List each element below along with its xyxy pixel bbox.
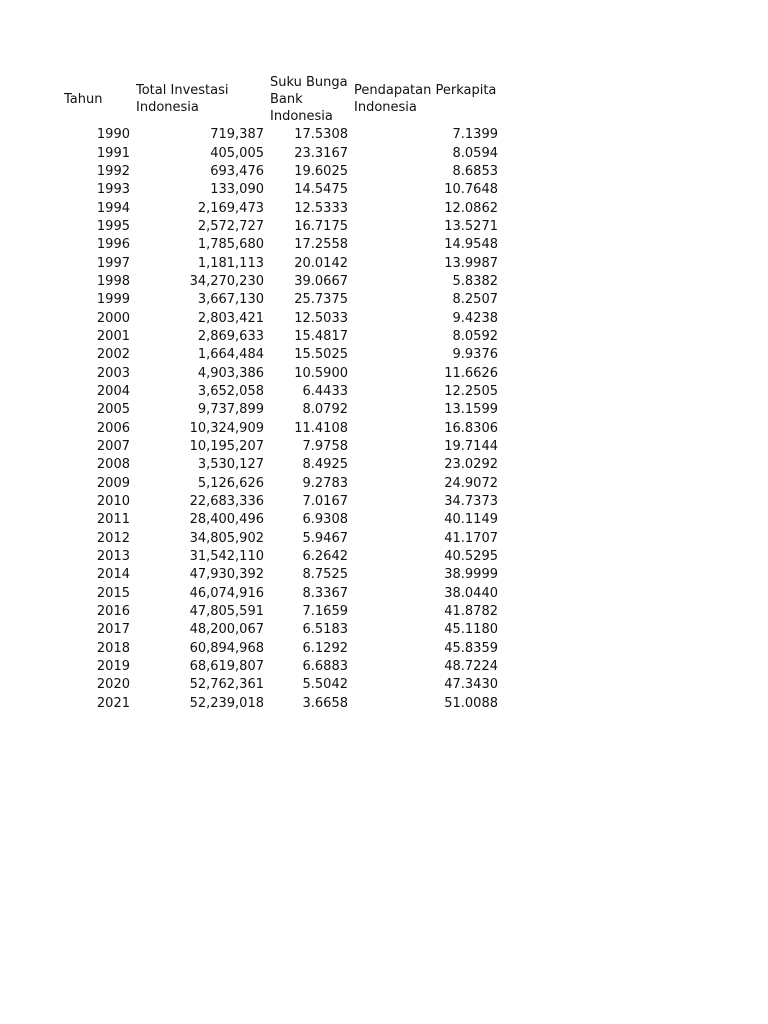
header-interest-rate: Suku Bunga Bank Indonesia — [270, 74, 348, 124]
cell-income: 40.1149 — [444, 512, 498, 528]
table-row — [60, 695, 500, 713]
cell-interest-rate: 8.4925 — [302, 457, 348, 473]
table-row — [60, 640, 500, 658]
data-table — [60, 72, 500, 713]
cell-interest-rate: 20.0142 — [294, 255, 348, 271]
cell-investment: 68,619,807 — [189, 659, 264, 675]
cell-investment: 60,894,968 — [189, 640, 264, 656]
cell-investment: 48,200,067 — [189, 622, 264, 638]
cell-income: 45.8359 — [444, 640, 498, 656]
cell-income: 8.6853 — [452, 163, 498, 179]
cell-investment: 3,652,058 — [197, 383, 264, 399]
cell-investment: 3,530,127 — [197, 457, 264, 473]
cell-year: 1992 — [96, 163, 130, 179]
header-investment: Total Investasi Indonesia — [136, 83, 229, 115]
cell-year: 2008 — [96, 457, 130, 473]
cell-income: 48.7224 — [444, 659, 498, 675]
table-body — [60, 126, 500, 713]
table-row — [60, 346, 500, 364]
cell-income: 8.0592 — [452, 328, 498, 344]
table-row — [60, 603, 500, 621]
cell-interest-rate: 5.9467 — [302, 530, 348, 546]
table-row — [60, 199, 500, 217]
cell-year: 2001 — [96, 328, 130, 344]
cell-year: 1997 — [96, 255, 130, 271]
cell-income: 45.1180 — [444, 622, 498, 638]
cell-income: 10.7648 — [444, 182, 498, 198]
cell-interest-rate: 10.5900 — [294, 365, 348, 381]
cell-investment: 9,737,899 — [197, 402, 264, 418]
cell-income: 12.2505 — [444, 383, 498, 399]
cell-interest-rate: 8.7525 — [302, 567, 348, 583]
cell-year: 2011 — [96, 512, 130, 528]
table-row — [60, 273, 500, 291]
table-row — [60, 420, 500, 438]
header-year: Tahun — [64, 91, 103, 107]
table-row — [60, 438, 500, 456]
cell-investment: 31,542,110 — [189, 549, 264, 565]
cell-investment: 5,126,626 — [197, 475, 264, 491]
cell-year: 1990 — [96, 127, 130, 143]
cell-income: 38.0440 — [444, 585, 498, 601]
cell-income: 9.9376 — [452, 347, 498, 363]
table-row — [60, 309, 500, 327]
cell-investment: 34,805,902 — [189, 530, 264, 546]
cell-income: 16.8306 — [444, 420, 498, 436]
cell-year: 2003 — [96, 365, 130, 381]
cell-income: 41.1707 — [444, 530, 498, 546]
cell-year: 1995 — [96, 218, 130, 234]
cell-investment: 4,903,386 — [197, 365, 264, 381]
cell-investment: 405,005 — [210, 145, 264, 161]
cell-income: 5.8382 — [452, 273, 498, 289]
cell-interest-rate: 16.7175 — [294, 218, 348, 234]
cell-income: 40.5295 — [444, 549, 498, 565]
cell-year: 2006 — [96, 420, 130, 436]
cell-income: 9.4238 — [452, 310, 498, 326]
cell-investment: 1,785,680 — [197, 237, 264, 253]
cell-income: 11.6626 — [444, 365, 498, 381]
cell-year: 2016 — [96, 604, 130, 620]
cell-interest-rate: 17.2558 — [294, 237, 348, 253]
cell-year: 2019 — [96, 659, 130, 675]
cell-interest-rate: 6.1292 — [302, 640, 348, 656]
header-income: Pendapatan Perkapita Indonesia — [354, 83, 497, 115]
table-row — [60, 218, 500, 236]
cell-year: 1991 — [96, 145, 130, 161]
cell-interest-rate: 8.0792 — [302, 402, 348, 418]
cell-income: 24.9072 — [444, 475, 498, 491]
cell-interest-rate: 17.5308 — [294, 127, 348, 143]
cell-year: 2021 — [96, 695, 130, 711]
cell-investment: 719,387 — [210, 127, 264, 143]
cell-income: 7.1399 — [452, 127, 498, 143]
cell-investment: 10,324,909 — [189, 420, 264, 436]
table-row — [60, 383, 500, 401]
table-row — [60, 530, 500, 548]
table-row — [60, 456, 500, 474]
table-row — [60, 585, 500, 603]
table-row — [60, 475, 500, 493]
table-row — [60, 254, 500, 272]
cell-year: 2018 — [96, 640, 130, 656]
cell-investment: 52,762,361 — [189, 677, 264, 693]
cell-year: 2017 — [96, 622, 130, 638]
cell-investment: 2,169,473 — [197, 200, 264, 216]
cell-interest-rate: 15.4817 — [294, 328, 348, 344]
table-row — [60, 364, 500, 382]
cell-investment: 2,869,633 — [197, 328, 264, 344]
table-row — [60, 328, 500, 346]
cell-interest-rate: 6.5183 — [302, 622, 348, 638]
cell-investment: 47,805,591 — [189, 604, 264, 620]
cell-investment: 2,572,727 — [197, 218, 264, 234]
cell-year: 2000 — [96, 310, 130, 326]
cell-investment: 47,930,392 — [189, 567, 264, 583]
table-row — [60, 291, 500, 309]
cell-income: 51.0088 — [444, 695, 498, 711]
cell-year: 2007 — [96, 439, 130, 455]
cell-income: 13.1599 — [444, 402, 498, 418]
cell-interest-rate: 7.1659 — [302, 604, 348, 620]
table-row — [60, 658, 500, 676]
cell-investment: 2,803,421 — [197, 310, 264, 326]
table-row — [60, 181, 500, 199]
table-row — [60, 621, 500, 639]
cell-investment: 28,400,496 — [189, 512, 264, 528]
cell-interest-rate: 39.0667 — [294, 273, 348, 289]
table-row — [60, 511, 500, 529]
cell-investment: 10,195,207 — [189, 439, 264, 455]
cell-income: 12.0862 — [444, 200, 498, 216]
cell-income: 23.0292 — [444, 457, 498, 473]
header-row — [60, 72, 500, 126]
table-row — [60, 676, 500, 694]
cell-year: 2010 — [96, 494, 130, 510]
cell-year: 2012 — [96, 530, 130, 546]
cell-year: 1993 — [96, 182, 130, 198]
cell-year: 2004 — [96, 383, 130, 399]
cell-interest-rate: 7.9758 — [302, 439, 348, 455]
cell-income: 19.7144 — [444, 439, 498, 455]
cell-investment: 133,090 — [210, 182, 264, 198]
cell-year: 2020 — [96, 677, 130, 693]
table-row — [60, 401, 500, 419]
table-row — [60, 548, 500, 566]
cell-interest-rate: 14.5475 — [294, 182, 348, 198]
cell-interest-rate: 8.3367 — [302, 585, 348, 601]
cell-year: 2015 — [96, 585, 130, 601]
cell-interest-rate: 15.5025 — [294, 347, 348, 363]
table-row — [60, 236, 500, 254]
table-row — [60, 493, 500, 511]
table-row — [60, 144, 500, 162]
cell-interest-rate: 23.3167 — [294, 145, 348, 161]
cell-income: 34.7373 — [444, 494, 498, 510]
table-header — [60, 72, 500, 126]
cell-investment: 46,074,916 — [189, 585, 264, 601]
cell-income: 14.9548 — [444, 237, 498, 253]
cell-income: 47.3430 — [444, 677, 498, 693]
table-row — [60, 126, 500, 144]
cell-interest-rate: 6.4433 — [302, 383, 348, 399]
cell-interest-rate: 6.6883 — [302, 659, 348, 675]
cell-investment: 3,667,130 — [197, 292, 264, 308]
cell-year: 1998 — [96, 273, 130, 289]
cell-year: 1999 — [96, 292, 130, 308]
cell-year: 1994 — [96, 200, 130, 216]
cell-year: 2014 — [96, 567, 130, 583]
cell-investment: 1,664,484 — [197, 347, 264, 363]
cell-year: 2013 — [96, 549, 130, 565]
cell-income: 8.0594 — [452, 145, 498, 161]
cell-year: 1996 — [96, 237, 130, 253]
cell-investment: 52,239,018 — [189, 695, 264, 711]
cell-income: 8.2507 — [452, 292, 498, 308]
cell-income: 38.9999 — [444, 567, 498, 583]
cell-interest-rate: 12.5033 — [294, 310, 348, 326]
table-row — [60, 566, 500, 584]
cell-income: 13.9987 — [444, 255, 498, 271]
cell-interest-rate: 12.5333 — [294, 200, 348, 216]
cell-interest-rate: 6.2642 — [302, 549, 348, 565]
cell-income: 13.5271 — [444, 218, 498, 234]
cell-investment: 22,683,336 — [189, 494, 264, 510]
table-row — [60, 163, 500, 181]
cell-interest-rate: 6.9308 — [302, 512, 348, 528]
cell-year: 2002 — [96, 347, 130, 363]
cell-interest-rate: 19.6025 — [294, 163, 348, 179]
cell-interest-rate: 9.2783 — [302, 475, 348, 491]
cell-year: 2005 — [96, 402, 130, 418]
cell-investment: 1,181,113 — [197, 255, 264, 271]
cell-investment: 34,270,230 — [189, 273, 264, 289]
cell-interest-rate: 5.5042 — [302, 677, 348, 693]
cell-interest-rate: 11.4108 — [294, 420, 348, 436]
cell-interest-rate: 25.7375 — [294, 292, 348, 308]
cell-interest-rate: 3.6658 — [302, 695, 348, 711]
cell-income: 41.8782 — [444, 604, 498, 620]
cell-investment: 693,476 — [210, 163, 264, 179]
cell-year: 2009 — [96, 475, 130, 491]
cell-interest-rate: 7.0167 — [302, 494, 348, 510]
